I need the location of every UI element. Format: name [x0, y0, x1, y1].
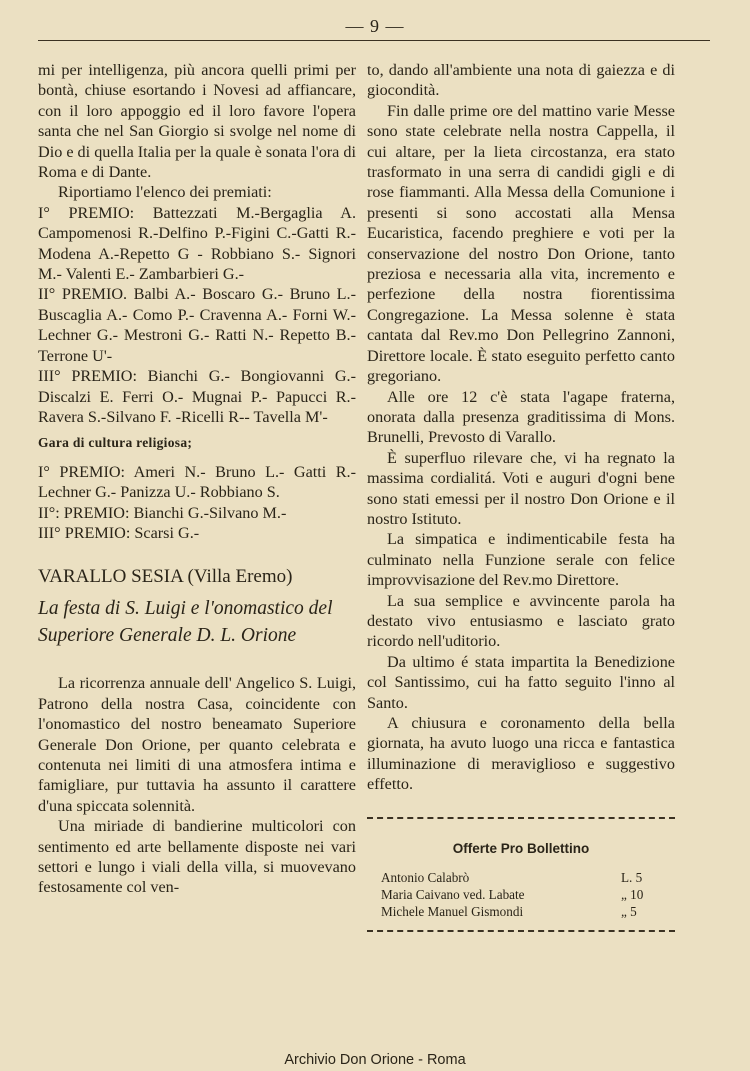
prize-list: III° PREMIO: Bianchi G.- Bongiovanni G.- Discalzi E. Ferri O.- Mugnai P.- Papucci R.-Ravera S.-Silvano F. -Ricelli R-- Tavella M'-: [38, 367, 356, 426]
left-column: [38, 60, 356, 898]
paragraph: Una miriade di bandierine multicolori con sentimento ed arte bellamente disposte nei vari settori e lungo i viali della villa, si muovevano festosamente col ven-: [38, 817, 356, 897]
paragraph: La sua semplice e avvincente parola ha destato vivo entusiasmo e lasciato grato ricordo nell'uditorio.: [367, 591, 675, 651]
right-column: [367, 60, 675, 938]
paragraph: È superfluo rilevare che, vi ha regnato la massima cordialitá. Voti e auguri d'ogni bene sono stati emessi per il nostro Don Orione e il nostro Istituto.: [367, 448, 675, 528]
paragraph: La simpatica e indimenticabile festa ha culminato nella Funzione serale con felice improvvisazione del Rev.mo Direttore.: [367, 530, 675, 590]
paragraph: Da ultimo é stata impartita la Benedizione col Santissimo, cui ha fatto seguito l'inno al Santo.: [367, 652, 675, 712]
donation-amount: „ 5: [621, 904, 637, 920]
donor-name: Antonio Calabrò: [381, 870, 470, 886]
subsection-heading: Gara di cultura religiosa;: [38, 435, 193, 451]
section-subtitle: La festa di S. Luigi e l'onomastico del Superiore Generale D. L. Orione: [38, 598, 333, 647]
paragraph: mi per intelligenza, più ancora quelli primi per bontà, chiuse esortando i Novesi ad affiancare, con il loro appoggio ed il loro favore l'opera santa che nel San Giorgio si svolge nel nome di Dio e di quella Italia per la quale è sonata l'ora di Roma e di Dante.: [38, 61, 356, 182]
offerte-row: [367, 886, 675, 903]
paragraph: Riportiamo l'elenco dei premiati:: [58, 183, 272, 202]
page-number: — 9 —: [345, 16, 405, 36]
donor-name: Maria Caivano ved. Labate: [381, 887, 525, 903]
donor-name: Michele Manuel Gismondi: [381, 904, 524, 920]
offerte-row: [367, 903, 675, 920]
archive-footer: Archivio Don Orione - Roma: [284, 1052, 466, 1068]
prize-list: I° PREMIO: Ameri N.- Bruno L.- Gatti R.-Lechner G.- Panizza U.- Robbiano S.: [38, 462, 356, 502]
header-rule: [38, 40, 710, 41]
prize-list: III° PREMIO: Scarsi G.-: [38, 523, 200, 542]
donation-amount: L. 5: [621, 870, 643, 886]
paragraph: La ricorrenza annuale dell' Angelico S. Luigi, Patrono della nostra Casa, coincidente con l'onomastico del nostro beneamato Superiore Generale Don Orione, per quanto celebrata e contenuta nei limiti di una atmosfera intima e famigliare, pur tuttavia ha assunto il carattere d'una spiccata solennità.: [38, 674, 356, 815]
donation-amount: „ 10: [621, 887, 644, 903]
decorative-divider: [367, 817, 675, 825]
paragraph: Fin dalle prime ore del mattino varie Messe sono state celebrate nella nostra Cappella, il cui altare, per la lieta circostanza, era stato trasformato in una serra di candidi gigli e di rose fiammanti. Alla Messa della Comunione i presenti si sono accostati alla Mensa Eucaristica, facendo preghiere e voti per la conservazione del nostro Don Orione, tanto preziosa e necessaria alla vita, incremento e perfezione della nostra fiorentissima Congregazione. La Messa solenne è stata cantata dal Rev.mo Don Pellegrino Zannoni, Direttore locale. È stato eseguito perfetto canto gregoriano.: [367, 101, 675, 386]
prize-list: II°: PREMIO: Bianchi G.-Silvano M.-: [38, 503, 287, 522]
prize-list: II° PREMIO. Balbi A.- Boscaro G.- Bruno L.- Buscaglia A.- Como P.- Cravenna A.- Forni W.- Lechner G.- Mestroni G.- Ratti N.- Repetto B.- Terrone U'-: [38, 285, 356, 365]
paragraph: A chiusura e coronamento della bella giornata, ha avuto luogo una ricca e fantastica illuminazione di meraviglioso e suggestivo effetto.: [367, 714, 675, 794]
prize-list: I° PREMIO: Battezzati M.-Bergaglia A. Campomenosi R.-Delfino P.-Figini C.-Gatti R.-Modena A.-Repetto G - Robbiano S.- Signori M.- Valenti E.- Zambarbieri G.-: [38, 203, 356, 284]
offerte-title: Offerte Pro Bollettino: [452, 840, 590, 856]
offerte-row: [367, 869, 675, 886]
section-title: VARALLO SESIA (Villa Eremo): [38, 566, 293, 588]
paragraph: to, dando all'ambiente una nota di gaiezza e di giocondità.: [367, 61, 675, 100]
paragraph: Alle ore 12 c'è stata l'agape fraterna, onorata dalla presenza graditissima di Mons. Brunelli, Prevosto di Varallo.: [367, 387, 675, 447]
decorative-divider: [367, 930, 675, 938]
